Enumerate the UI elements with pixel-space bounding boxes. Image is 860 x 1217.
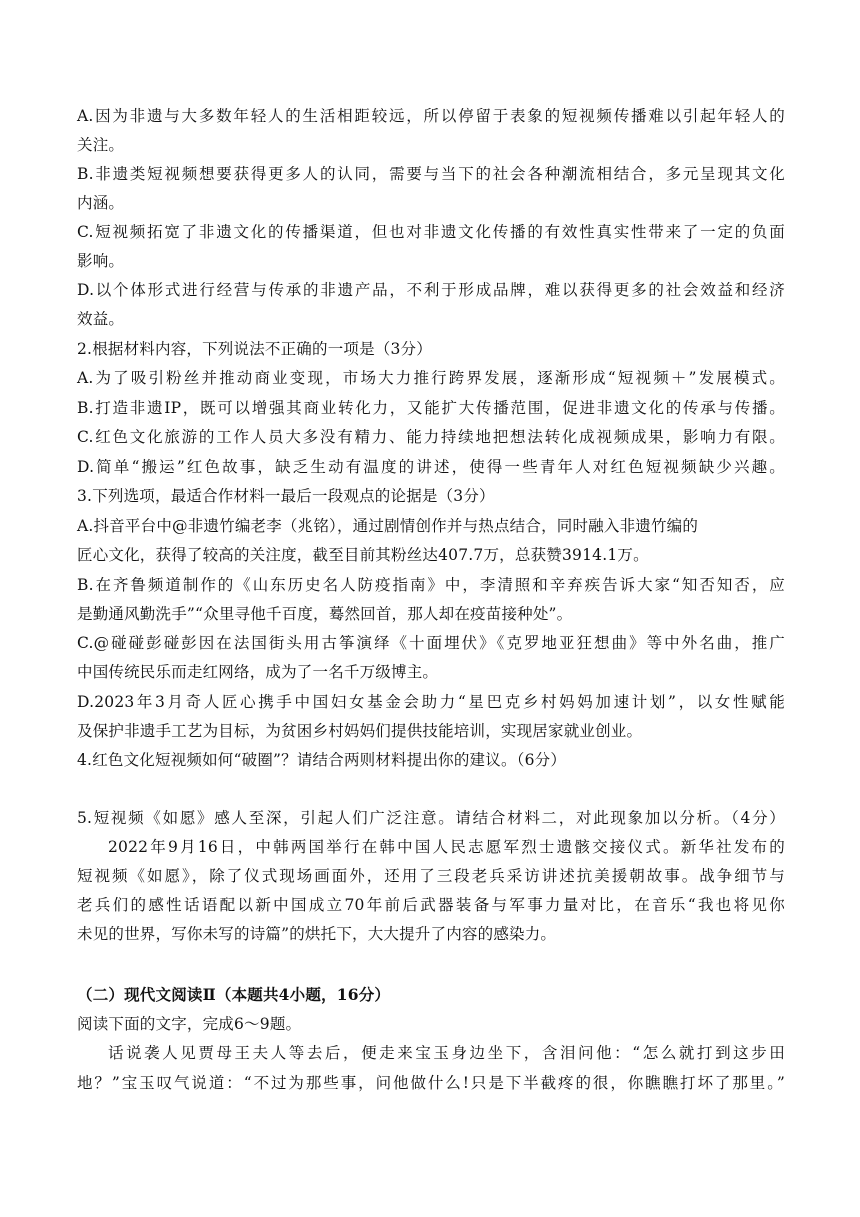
q1-option-b-line2: 内涵。 xyxy=(77,194,125,212)
q3-stem: 3.下列选项，最适合作材料一最后一段观点的论据是（3分） xyxy=(77,487,495,505)
q5-passage-line2: 短视频《如愿》，除了仪式现场画面外，还用了三段老兵采访讲述抗美援朝故事。战争细节与 xyxy=(77,867,785,885)
q5-stem: 5.短视频《如愿》感人至深，引起人们广泛注意。请结合材料二，对此现象加以分析。（4分） xyxy=(77,809,785,827)
q2-option-d: D.简单“搬运”红色故事，缺乏生动有温度的讲述，使得一些青年人对红色短视频缺少兴趣。 xyxy=(77,458,785,476)
q1-option-c-line1: C.短视频拓宽了非遗文化的传播渠道，但也对非遗文化传播的有效性真实性带来了一定的负面 xyxy=(77,223,785,241)
passage-line2: 地？”宝玉叹气说道：“不过为那些事，问他做什么!只是下半截疼的很，你瞧瞧打坏了那里。” xyxy=(77,1074,785,1092)
q2-stem: 2.根据材料内容，下列说法不正确的一项是（3分） xyxy=(77,340,432,358)
section-instruction: 阅读下面的文字，完成6～9题。 xyxy=(77,1015,302,1033)
q3-option-a-line1: A.抖音平台中@非遗竹编老李（兆铭），通过剧情创作并与热点结合，同时融入非遗竹编的 xyxy=(77,517,699,535)
q5-passage-line3: 老兵们的感性话语配以新中国成立70年前后武器装备与军事力量对比，在音乐“我也将见你 xyxy=(77,896,785,914)
passage-line1: 话说袭人见贾母王夫人等去后，便走来宝玉身边坐下，含泪问他：“怎么就打到这步田 xyxy=(108,1044,785,1062)
q3-option-a-line2: 匠心文化，获得了较高的关注度，截至目前其粉丝达407.7万，总获赞3914.1万。 xyxy=(77,546,649,564)
q3-option-d-line2: 及保护非遗手工艺为目标，为贫困乡村妈妈们提供技能培训，实现居家就业创业。 xyxy=(77,722,643,740)
q5-passage-line1: 2022年9月16日，中韩两国举行在韩中国人民志愿军烈士遗骸交接仪式。新华社发布的 xyxy=(108,838,785,856)
q5-passage-line4: 未见的世界，写你未写的诗篇”的烘托下，大大提升了内容的感染力。 xyxy=(77,925,557,943)
q3-option-d-line1: D.2023年3月奇人匠心携手中国妇女基金会助力“星巴克乡村妈妈加速计划”，以女性赋能 xyxy=(77,693,785,711)
q1-option-c-line2: 影响。 xyxy=(77,252,125,270)
q1-option-d-line2: 效益。 xyxy=(77,310,125,328)
q1-option-b-line1: B.非遗类短视频想要获得更多人的认同，需要与当下的社会各种潮流相结合，多元呈现其文化 xyxy=(77,165,785,183)
q3-option-c-line1: C.@碰碰彭碰彭因在法国街头用古筝演绎《十面埋伏》《克罗地亚狂想曲》等中外名曲，推广 xyxy=(77,634,785,652)
q2-option-a: A.为了吸引粉丝并推动商业变现，市场大力推行跨界发展，逐渐形成“短视频＋”发展模式。 xyxy=(77,369,785,387)
q4-stem: 4.红色文化短视频如何“破圈”？请结合两则材料提出你的建议。（6分） xyxy=(77,751,567,769)
q3-option-c-line2: 中国传统民乐而走红网络，成为了一名千万级博主。 xyxy=(77,663,439,681)
q3-option-b-line1: B.在齐鲁频道制作的《山东历史名人防疫指南》中，李清照和辛弃疾告诉大家“知否知否，应 xyxy=(77,576,785,594)
section-heading: （二）现代文阅读Ⅱ（本题共4小题，16分） xyxy=(77,985,391,1004)
q1-option-a-line1: A.因为非遗与大多数年轻人的生活相距较远，所以停留于表象的短视频传播难以引起年轻人的 xyxy=(77,107,785,125)
q2-option-b: B.打造非遗IP，既可以增强其商业转化力，又能扩大传播范围，促进非遗文化的传承与传播。 xyxy=(77,399,785,417)
q1-option-a-line2: 关注。 xyxy=(77,136,125,154)
q3-option-b-line2: 是勤通风勤洗手”“众里寻他千百度，蓦然回首，那人却在疫苗接种处”。 xyxy=(77,605,573,623)
q1-option-d-line1: D.以个体形式进行经营与传承的非遗产品，不利于形成品牌，难以获得更多的社会效益和经济 xyxy=(77,281,785,299)
q2-option-c: C.红色文化旅游的工作人员大多没有精力、能力持续地把想法转化成视频成果，影响力有限。 xyxy=(77,428,785,446)
